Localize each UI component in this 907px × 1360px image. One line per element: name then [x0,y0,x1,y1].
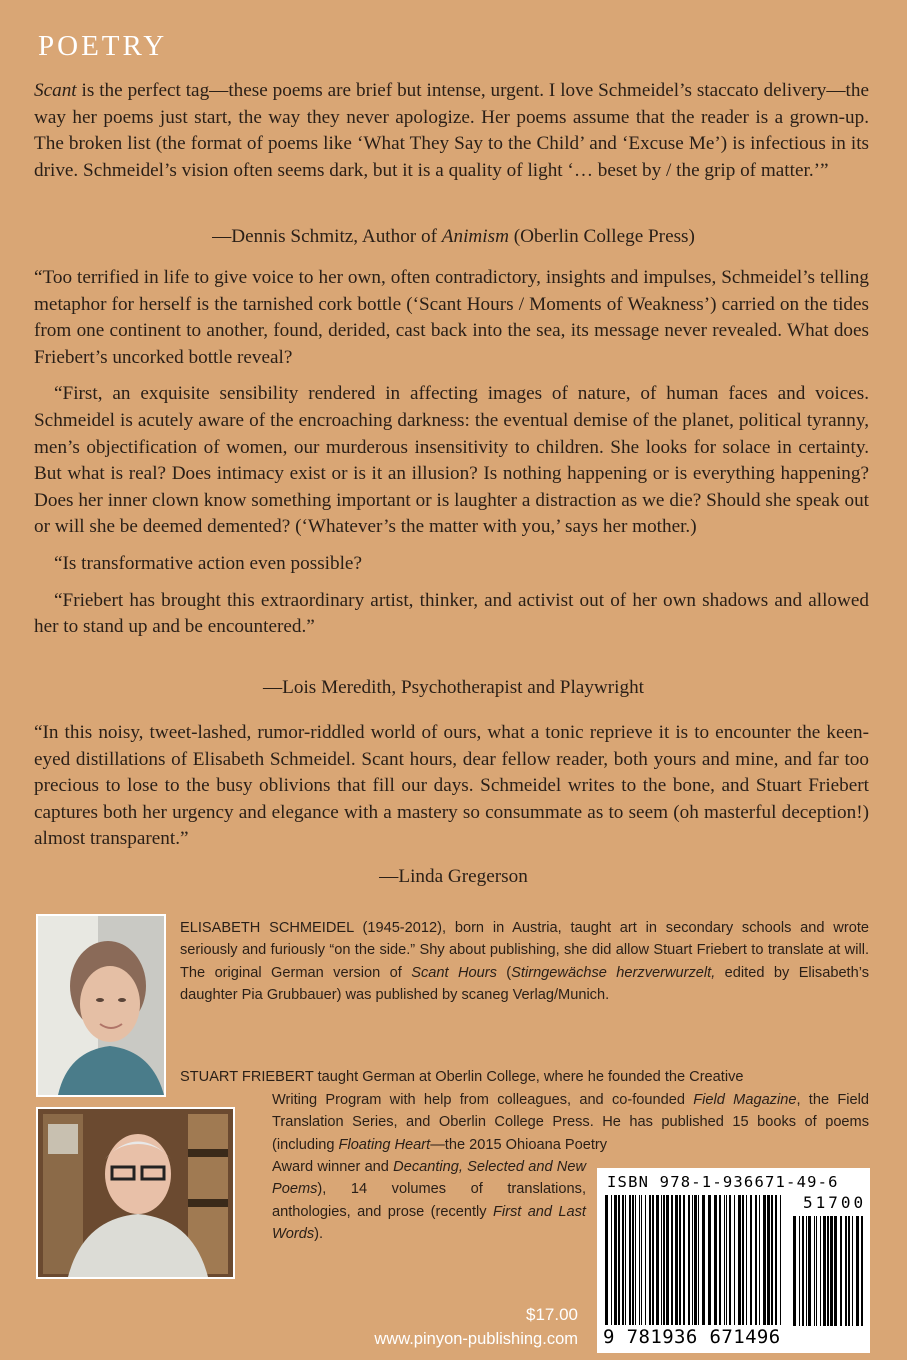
bio-friebert-mid: Writing Program with help from colleagues, and co-founded Field Magazine, the Field Translation Series, and Oberlin College Press. He has published 15 books of poems (including Floating Heart—the 2015 Ohioana Poetry [272,1092,869,1153]
attribution-schmitz: —Dennis Schmitz, Author of Animism (Oberlin College Press) [212,226,695,247]
isbn-number: ISBN 978-1-936671-49-6 [607,1173,839,1191]
author-photo-schmeidel [36,914,166,1097]
portrait-man-icon [38,1109,233,1277]
blurb-paragraph: “First, an exquisite sensibility rendered in affecting images of nature, of human faces and voices. Schmeidel is acutely aware of the encroaching darkness: the eventual demise of the planet, political tyranny, men’s objectification of women, our murderous insensitivity to children. She looks for solace in certainty. But what is real? Does intimacy exist or is it an illusion? Is nothing happening or is everything happening? Does her inner clown know something important or is laughter a distraction as we die? Should she speak out or will she be deemed demented? (‘Whatever’s the matter with you,’ says her mother.) [34,383,869,538]
barcode-price-code: 51700 [803,1193,867,1212]
blurb-paragraph: “Too terrified in life to give voice to her own, often contradictory, insights and impulses, Schmeidel’s telling metaphor for herself is the tarnished cork bottle (‘Scant Hours / Moments of Weakness’) carried on the tides from one continent to another, found, derided, cast back into the sea, its message never revealed. What does Friebert’s uncorked bottle reveal? [34,267,869,368]
bio-schmeidel: ELISABETH SCHMEIDEL (1945-2012), born in Austria, taught art in secondary schools and wrote seriously and furiously “on the side.” Shy about publishing, she did allow Stuart Friebert to translate at will. The original German version of Scant Hours (Stirngewächse herzverwurzelt, edited by Elisabeth’s daughter Pia Grubbauer) was published by scaneg Verlag/Munich. [180,920,870,1004]
blurb-paragraph: “In this noisy, tweet-lashed, rumor-riddled world of ours, what a tonic reprieve it is to encounter the keen-eyed distillations of Elisabeth Schmeidel. Scant hours, dear fellow reader, both yours and mine, and far too precious to lose to the busy oblivions that fill our days. Schmeidel writes to the bone, and Stuart Friebert captures both her urgency and elegance with a mastery so consummate as to seem (oh masterful deception!) almost transparent.” [34,722,869,850]
blurb-schmitz [34,78,869,184]
genre-heading: POETRY [38,30,168,62]
portrait-woman-icon [38,916,164,1095]
barcode-main-icon [605,1195,785,1325]
blurb-paragraph: “Is transformative action even possible? [54,552,362,574]
publisher-website: www.pinyon-publishing.com [374,1330,578,1348]
attribution-meredith: —Lois Meredith, Psychotherapist and Playwright [262,677,645,698]
bio-friebert-line1: STUART FRIEBERT taught German at Oberlin College, where he founded the Creative [180,1069,744,1085]
barcode-addon-icon [793,1216,865,1326]
blurb-paragraph: Scant is the perfect tag—these poems are brief but intense, urgent. I love Schmeidel’s staccato delivery—the way her poems just start, the way they never apologize. Her poems assume that the reader is a grown-up. The broken list (the format of poems like ‘What They Say to the Child’ and ‘Excuse Me’) is infectious in its drive. Schmeidel’s vision often seems dark, but it is a quality of light ‘… beset by / the grip of matter.’” [34,80,869,181]
blurb-paragraph: “Friebert has brought this extraordinary artist, thinker, and activist out of her own shadows and allowed her to stand up and be encountered.” [34,589,869,638]
barcode-digits: 9 781936 671496 [603,1326,781,1348]
bio-friebert-low: Award winner and Decanting, Selected and New Poems), 14 volumes of translations, anthologies, and prose (recently First and Last Words). [272,1159,586,1243]
blurb-meredith [34,265,869,641]
isbn-barcode [597,1168,870,1353]
author-photo-friebert [36,1107,235,1279]
attribution-gregerson: —Linda Gregerson [379,866,528,887]
blurb-gregerson [34,720,869,853]
price-label: $17.00 [526,1305,578,1324]
